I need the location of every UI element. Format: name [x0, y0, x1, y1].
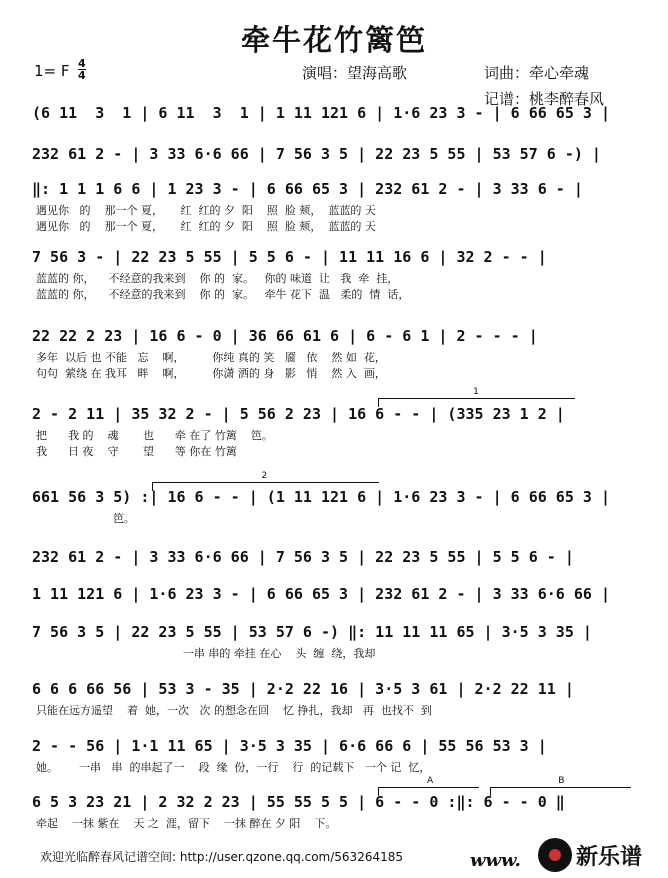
- volta-b: [490, 776, 631, 796]
- lyric-line-1: 蓝蓝的 你， 不经意的我来到 你 的 家。 你的 味道 让 我 牵 挂，: [36, 272, 399, 285]
- logo-text: 新乐谱: [576, 845, 643, 870]
- lyric-line-1: 牵起 一抹 紫在 天 之 涯，留下 一抹 醉在 夕 阳 下。: [36, 817, 337, 830]
- notation-line: 232 61 2 - | 3 33 6·6 66 | 7 56 3 5 | 22 23 5 55 | 53 57 6 -) |: [32, 145, 601, 163]
- notation-line: 2 - 2 11 | 35 32 2 - | 5 56 2 23 | 16 6 - - | (335 23 1 2 |: [32, 405, 565, 423]
- lyric-line-1: 笆。: [36, 512, 135, 525]
- footer-credit: 欢迎光临醉春风记谱空间: http://user.qzone.qq.com/563264185: [40, 850, 404, 864]
- score-row: [0, 737, 668, 789]
- score-row: [0, 180, 668, 232]
- notation-line: 7 56 3 5 | 22 23 5 55 | 53 57 6 -) ‖: 11 11 11 65 | 3·5 3 35 |: [32, 623, 592, 641]
- notation-line: 1 11 121 6 | 1·6 23 3 - | 6 66 65 3 | 232 61 2 - | 3 33 6·6 66 |: [32, 585, 610, 603]
- lyric-line-1: 多年 以后 也 不能 忘 啊， 你纯 真的 笑 靥 依 然 如 花，: [36, 351, 386, 364]
- notation-line: 7 56 3 - | 22 23 5 55 | 5 5 6 - | 11 11 16 6 | 32 2 - - |: [32, 248, 547, 266]
- volta-a-label: A: [427, 776, 434, 786]
- lyric-line-2: 句句 萦绕 在 我耳 畔 啊， 你潇 洒的 身 影 悄 然 入 画，: [36, 367, 386, 380]
- time-signature: [78, 58, 86, 81]
- score-row: [0, 488, 668, 540]
- singer-credit: 演唱：望海高歌: [302, 64, 408, 82]
- lyric-line-2: 我 日 夜 守 望 等 你在 竹篱: [36, 445, 237, 458]
- score-row: [0, 327, 668, 379]
- notation-line: 232 61 2 - | 3 33 6·6 66 | 7 56 3 5 | 22 23 5 55 | 5 5 6 - |: [32, 548, 574, 566]
- lyricist-credit: 词曲：牵心牵魂: [484, 64, 590, 82]
- key-signature: 1= F: [34, 62, 70, 80]
- volta-1-label: 1: [473, 387, 479, 397]
- score-row: [0, 623, 668, 675]
- notation-line: 2 - - 56 | 1·1 11 65 | 3·5 3 35 | 6·6 66 6 | 55 56 53 3 |: [32, 737, 547, 755]
- volta-a: [378, 776, 479, 796]
- lyric-line-1: 她。 一串 串 的串起了一 段 缘 份，一行 行 的记载下 一个 记 忆，: [36, 761, 431, 774]
- song-title: 牵牛花竹篱笆: [240, 23, 427, 57]
- notation-line: 6 5 3 23 21 | 2 32 2 23 | 55 55 5 5 | 6 - - 0 :‖: 6 - - 0 ‖: [32, 793, 565, 811]
- site-logo: [538, 834, 664, 874]
- notation-credit: 记谱：桃李醉春风: [484, 90, 605, 108]
- lyric-line-2: 蓝蓝的 你， 不经意的我来到 你 的 家。 牵牛 花下 温 柔的 情 话，: [36, 288, 410, 301]
- score-row: [0, 248, 668, 300]
- notation-line: 6 6 6 66 56 | 53 3 - 35 | 2·2 22 16 | 3·5 3 61 | 2·2 22 11 |: [32, 680, 574, 698]
- score-row: [0, 405, 668, 457]
- lyric-line-2: 遇见你 的 那一个 夏， 红 红的 夕 阳 照 脸 颊， 蓝蓝的 天: [36, 220, 376, 233]
- score-row: [0, 680, 668, 732]
- volta-b-label: B: [558, 776, 565, 786]
- lyric-line-1: 把 我 的 魂 也 牵 在了 竹篱 笆。: [36, 429, 273, 442]
- lyric-line-1: 遇见你 的 那一个 夏， 红 红的 夕 阳 照 脸 颊， 蓝蓝的 天: [36, 204, 376, 217]
- record-disc-icon: [538, 838, 572, 872]
- time-signature-top: 4: [78, 57, 86, 70]
- notation-line: (6 11 3 1 | 6 11 3 1 | 1 11 121 6 | 1·6 23 3 - | 6 66 65 3 |: [32, 104, 610, 122]
- notation-line: ‖: 1 1 1 6 6 | 1 23 3 - | 6 66 65 3 | 232 61 2 - | 3 33 6 - |: [32, 180, 583, 198]
- volta-2-label: 2: [261, 471, 268, 481]
- volta-2: [152, 471, 379, 491]
- notation-line: 661 56 3 5) :| 16 6 - - | (1 11 121 6 | 1·6 23 3 - | 6 66 65 3 |: [32, 488, 610, 506]
- lyric-line-1: 一串 串的 牵挂 在心 头 缠 绕，我却: [36, 647, 376, 660]
- time-signature-bottom: 4: [78, 69, 86, 82]
- lyric-line-1: 只能在远方遥望 着 她，一次 次 的想念在回 忆 挣扎，我却 再 也找不 到: [36, 704, 432, 717]
- notation-line: 22 22 2 23 | 16 6 - 0 | 36 66 61 6 | 6 - 6 1 | 2 - - - |: [32, 327, 538, 345]
- watermark-url: www.: [470, 850, 521, 871]
- volta-1: [378, 387, 575, 407]
